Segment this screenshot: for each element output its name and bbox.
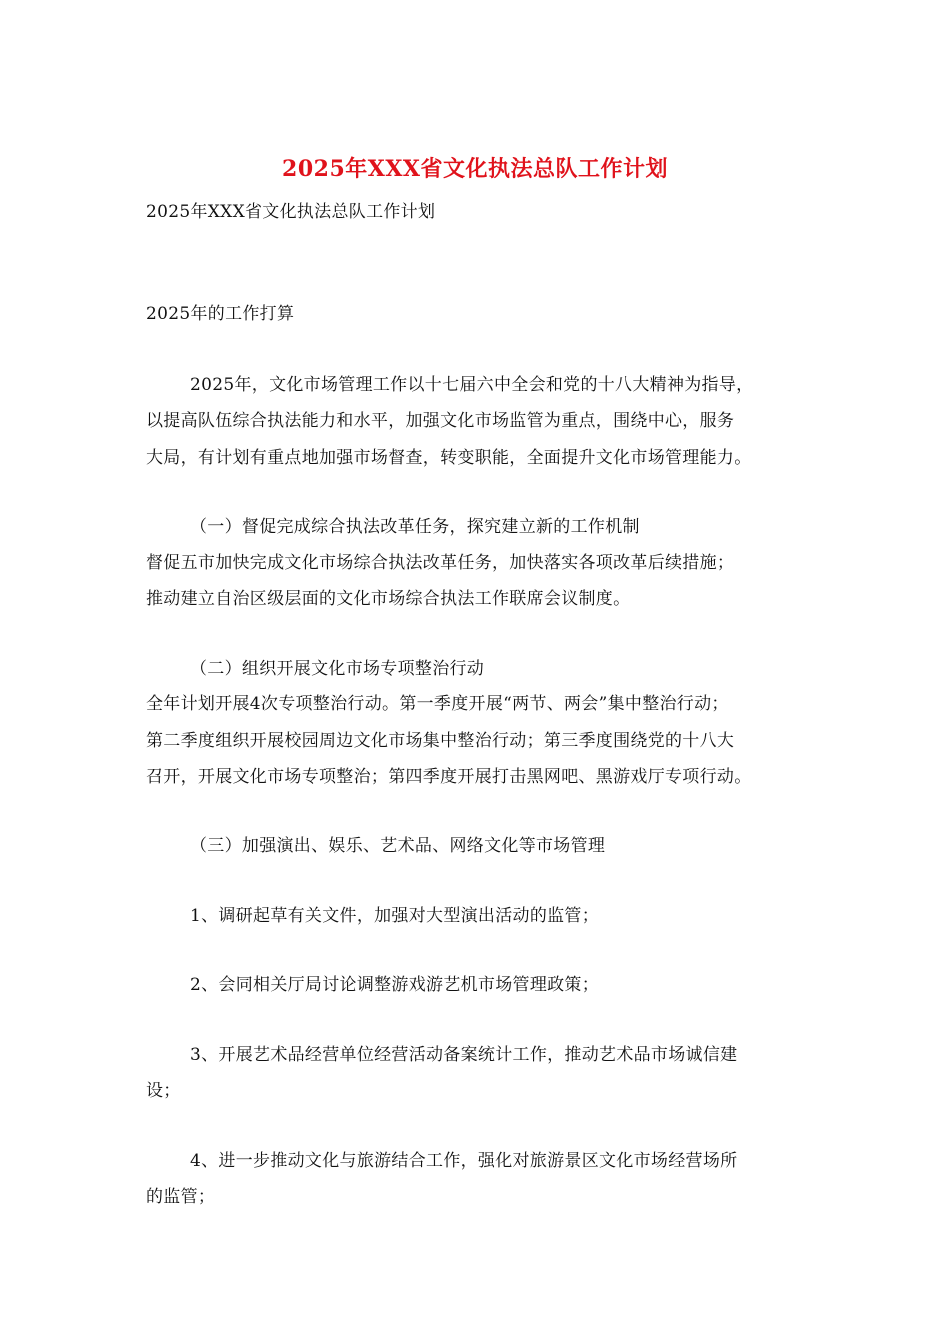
item3-point-3-line-1: 3、开展艺术品经营单位经营活动备案统计工作，推动艺术品市场诚信建 (190, 1045, 738, 1065)
intro-line-2: 以提高队伍综合执法能力和水平，加强文化市场监管为重点，围绕中心，服务 (146, 411, 735, 431)
item1-line-1: 督促五市加快完成文化市场综合执法改革任务，加快落实各项改革后续措施； (146, 553, 735, 573)
item2-line-2: 第二季度组织开展校园周边文化市场集中整治行动；第三季度围绕党的十八大 (146, 731, 735, 751)
item3-point-3-line-2: 设； (146, 1081, 181, 1101)
item2-heading: （二）组织开展文化市场专项整治行动 (190, 659, 485, 679)
intro-line-1: 2025年，文化市场管理工作以十七届六中全会和党的十八大精神为指导， (190, 375, 754, 395)
item3-point-4-line-1: 4、进一步推动文化与旅游结合工作，强化对旅游景区文化市场经营场所 (190, 1151, 738, 1171)
document-title: 2025年XXX省文化执法总队工作计划 (282, 156, 668, 182)
item3-point-2: 2、会同相关厅局讨论调整游戏游艺机市场管理政策； (190, 975, 600, 995)
item3-heading: （三）加强演出、娱乐、艺术品、网络文化等市场管理 (190, 836, 606, 856)
item3-point-4-line-2: 的监管； (146, 1187, 216, 1207)
item1-heading: （一）督促完成综合执法改革任务，探究建立新的工作机制 (190, 517, 640, 537)
section-heading: 2025年的工作打算 (146, 304, 295, 324)
item2-line-3: 召开，开展文化市场专项整治；第四季度开展打击黑网吧、黑游戏厅专项行动。 (146, 767, 752, 787)
document-subtitle: 2025年XXX省文化执法总队工作计划 (146, 202, 436, 222)
item2-line-1: 全年计划开展4次专项整治行动。第一季度开展“两节、两会”集中整治行动； (146, 694, 729, 714)
item1-line-2: 推动建立自治区级层面的文化市场综合执法工作联席会议制度。 (146, 589, 631, 609)
item3-point-1: 1、调研起草有关文件，加强对大型演出活动的监管； (190, 906, 600, 926)
intro-line-3: 大局，有计划有重点地加强市场督查，转变职能，全面提升文化市场管理能力。 (146, 448, 752, 468)
